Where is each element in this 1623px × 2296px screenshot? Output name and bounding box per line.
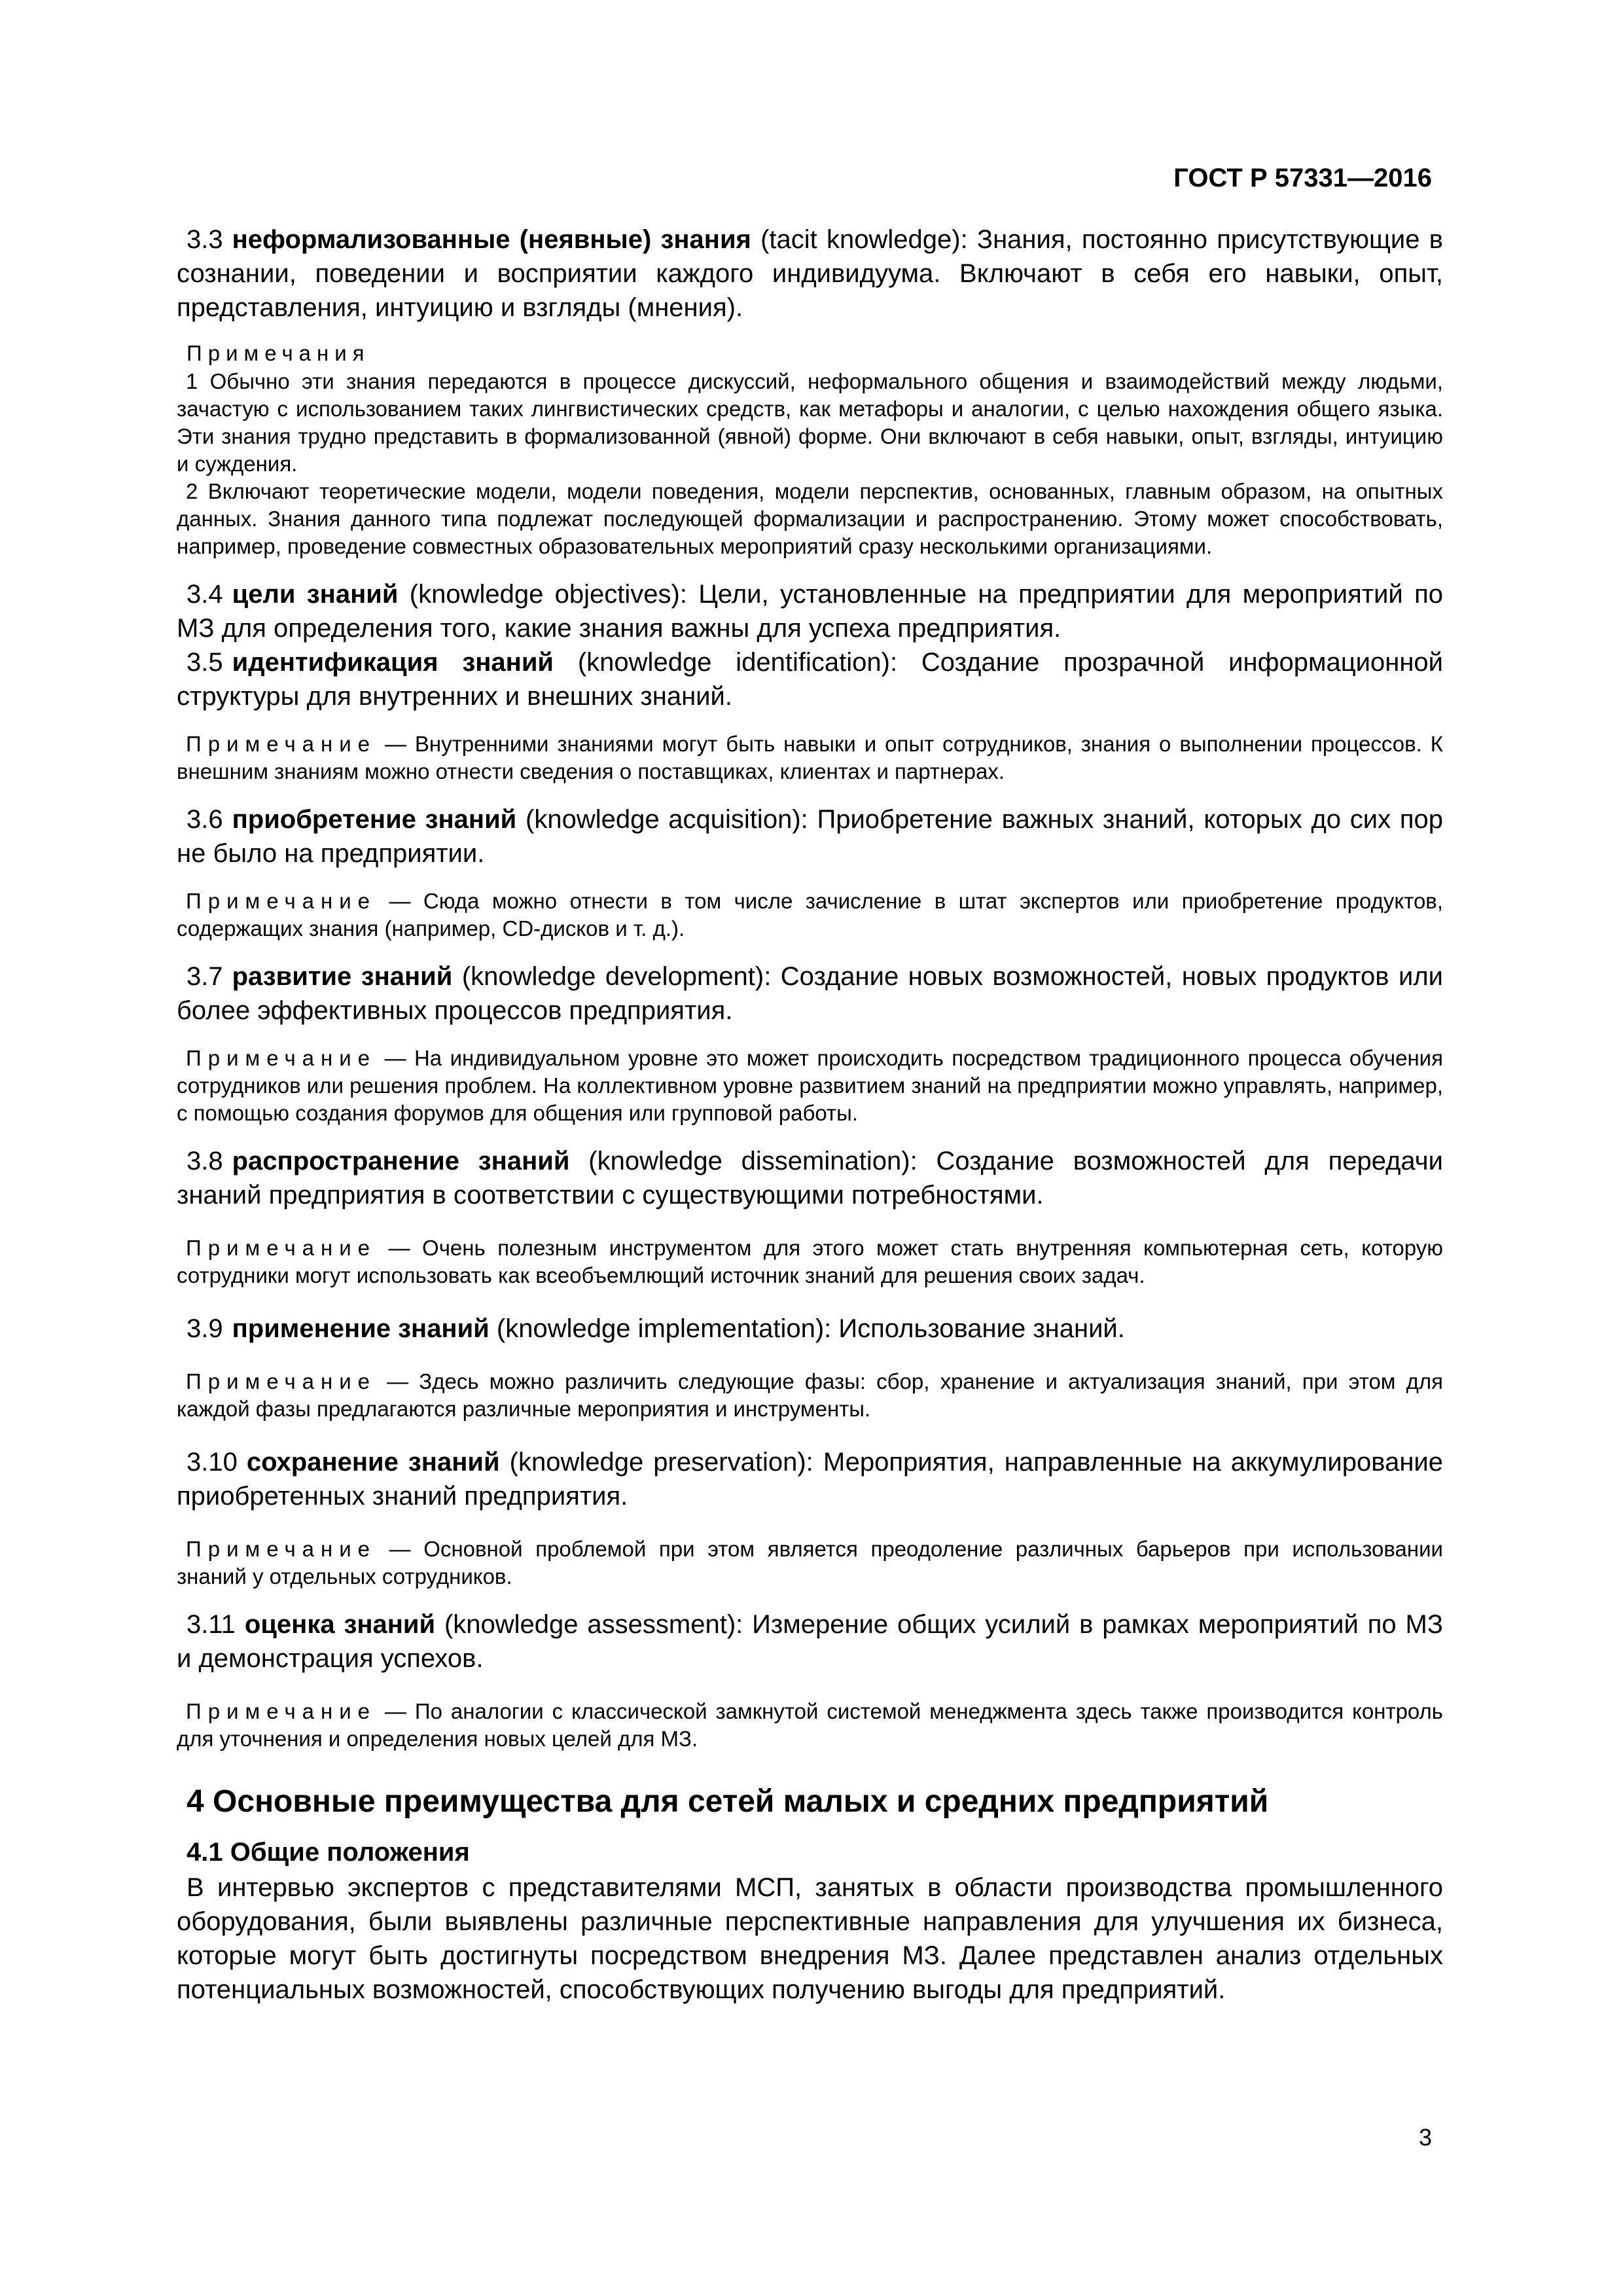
note-label: Примечание xyxy=(186,732,377,756)
note-3-6: Примечание — Сюда можно отнести в том числе зачисление в штат экспертов или приобретение продуктов, содержащих знания (например, CD-дисков и т. д.). xyxy=(177,889,1443,941)
note-label: Примечание xyxy=(186,889,377,913)
term-definition: (tacit knowledge): Знания, постоянно присутствующие в сознании, поведении и восприятии каждого индивидуума. Включают в себя его навыки, опыт, представления, интуицию и взгляды (мнения). xyxy=(177,225,1443,322)
term-number: 3.5 xyxy=(187,648,223,677)
note-label: Примечание xyxy=(186,1046,377,1070)
term-definition: (knowledge implementation): Использование знаний. xyxy=(496,1314,1125,1343)
term-definition: (knowledge assessment): Измерение общих усилий в рамках мероприятий по МЗ и демонстрация успехов. xyxy=(177,1610,1443,1673)
page-content xyxy=(177,223,1443,2007)
note-label: Примечание xyxy=(186,1699,377,1723)
term-definition: (knowledge preservation): Мероприятия, направленные на аккумулирование приобретенных знаний предприятия. xyxy=(177,1448,1443,1511)
term-3-6 xyxy=(177,802,1443,870)
note-label: Примечание xyxy=(186,1236,377,1260)
term-definition: (knowledge acquisition): Приобретение важных знаний, которых до сих пор не было на предприятии. xyxy=(177,805,1443,868)
note-label: Примечание xyxy=(186,1369,377,1393)
term-definition: (knowledge objectives): Цели, установленные на предприятии для мероприятий по МЗ для определения того, какие знания важны для успеха предприятия. xyxy=(177,580,1444,643)
notes-label: Примечания xyxy=(187,341,370,365)
term-3-5 xyxy=(177,645,1443,713)
term-3-9 xyxy=(177,1312,1443,1346)
term-number: 3.6 xyxy=(187,805,223,834)
note-label: Примечание xyxy=(186,1537,377,1561)
note-3-3-1: 1 Обычно эти знания передаются в процессе дискуссий, неформального общения и взаимодействий между людьми, зачастую с использованием таких лингвистических средств, как метафоры и аналогии, с целью нахождения общего языка. Эти знания трудно представить в формализованной (явной) форме. Они включают в себя навыки, опыт, взгляды, интуицию и суждения. xyxy=(177,369,1443,476)
section-4-1-paragraph: В интервью экспертов с представителями МСП, занятых в области производства промышленного оборудования, были выявлены различные перспективные направления для улучшения их бизнеса, которые могут быть достигнуты посредством внедрения МЗ. Далее представлен анализ отдельных потенциальных возможностей, способствующих получению выгоды для предприятий. xyxy=(177,1873,1443,2004)
term-number: 3.7 xyxy=(187,962,223,991)
section-4-1-title: 4.1 Общие положения xyxy=(187,1838,470,1867)
term-name: цели знаний xyxy=(232,580,399,609)
section-4-title: 4 Основные преимущества для сетей малых и средних предприятий xyxy=(187,1784,1269,1819)
term-3-4 xyxy=(177,577,1443,645)
term-number: 3.11 xyxy=(187,1610,236,1639)
term-3-10 xyxy=(177,1445,1443,1513)
term-name: развитие знаний xyxy=(232,962,453,991)
note-3-11: Примечание — По аналогии с классической замкнутой системой менеджмента здесь также производится контроль для уточнения и определения новых целей для МЗ. xyxy=(177,1699,1443,1751)
term-definition: (knowledge identification): Создание прозрачной информационной структуры для внутренних и внешних знаний. xyxy=(177,648,1443,711)
doc-code-header: ГОСТ Р 57331—2016 xyxy=(1173,164,1432,192)
term-3-8 xyxy=(177,1144,1443,1212)
note-3-3-2: 2 Включают теоретические модели, модели поведения, модели перспектив, основанных, главным образом, на опытных данных. Знания данного типа подлежат последующей формализации и распространению. Этому может способствовать, например, проведение совместных образовательных мероприятий сразу несколькими организациями. xyxy=(177,479,1443,558)
note-3-7: Примечание — На индивидуальном уровне это может происходить посредством традиционного процесса обучения сотрудников или решения проблем. На коллективном уровне развитием знаний на предприятии можно управлять, например, с помощью создания форумов для общения или групповой работы. xyxy=(177,1046,1443,1125)
term-name: идентификация знаний xyxy=(232,648,554,677)
term-number: 3.4 xyxy=(187,580,223,609)
term-name: сохранение знаний xyxy=(246,1448,500,1477)
term-number: 3.3 xyxy=(187,225,223,254)
note-3-10: Примечание — Основной проблемой при этом является преодоление различных барьеров при использовании знаний у отдельных сотрудников. xyxy=(177,1537,1443,1588)
term-number: 3.9 xyxy=(187,1314,223,1343)
note-3-5: Примечание — Внутренними знаниями могут быть навыки и опыт сотрудников, знания о выполнении процессов. К внешним знаниям можно отнести сведения о поставщиках, клиентах и партнерах. xyxy=(177,732,1443,783)
term-number: 3.8 xyxy=(187,1147,223,1175)
term-name: распространение знаний xyxy=(232,1147,570,1175)
term-3-3 xyxy=(177,223,1443,325)
term-name: неформализованные (неявные) знания xyxy=(232,225,751,254)
term-name: оценка знаний xyxy=(244,1610,436,1639)
term-definition: (knowledge development): Создание новых возможностей, новых продуктов или более эффективных процессов предприятия. xyxy=(177,962,1444,1025)
note-3-8: Примечание — Очень полезным инструментом для этого может стать внутренняя компьютерная сеть, которую сотрудники могут использовать как всеобъемлющий источник знаний для решения своих задач. xyxy=(177,1236,1443,1287)
term-definition: (knowledge dissemination): Создание возможностей для передачи знаний предприятия в соответствии с существующими потребностями. xyxy=(177,1147,1443,1210)
term-3-11 xyxy=(177,1607,1443,1676)
page-number: 3 xyxy=(1418,2124,1432,2151)
term-number: 3.10 xyxy=(187,1448,238,1477)
note-3-9: Примечание — Здесь можно различить следующие фазы: сбор, хранение и актуализация знаний, при этом для каждой фазы предлагаются различные мероприятия и инструменты. xyxy=(177,1369,1443,1421)
term-name: приобретение знаний xyxy=(232,805,517,834)
term-name: применение знаний xyxy=(232,1314,490,1343)
term-3-7 xyxy=(177,960,1443,1028)
